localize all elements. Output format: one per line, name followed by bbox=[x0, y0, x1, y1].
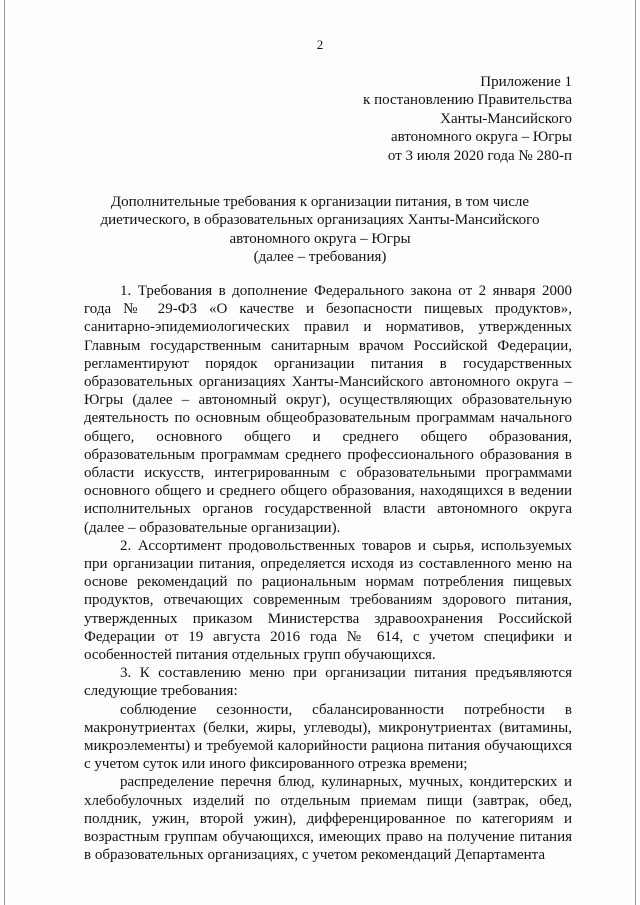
appendix-line: автономного округа – Югры bbox=[390, 129, 572, 146]
title-line: Дополнительные требования к организации питания, в том числе bbox=[110, 194, 530, 210]
paragraph-3: 3. К составлению меню при организации питания предъявляются следующие требования: bbox=[84, 665, 572, 700]
paragraph-3-item-2: распределение перечня блюд, кулинарных, мучных, кондитерских и хлебобулочных изделий по отдельным приемам пищи (завтрак, обед, полдник, ужин, второй ужин), дифференцированное по категориям и возрастным группам обучающихся, имеющих право на получение питания в образовательных организациях, с учетом рекомендаций Департамента bbox=[84, 774, 572, 864]
title-line: диетического, в образовательных организациях Ханты-Мансийского bbox=[100, 212, 540, 229]
appendix-line: к постановлению Правительства bbox=[363, 92, 572, 109]
title-line: автономного округа – Югры bbox=[229, 230, 411, 247]
document-body bbox=[84, 282, 572, 865]
paragraph-3-item-1: соблюдение сезонности, сбалансированности потребности в макронутриентах (белки, жиры, углеводы), микронутриентах (витамины, микроэлементы) и требуемой калорийности рациона питания обучающихся с учетом суток или иного фиксированного отрезка времени; bbox=[84, 701, 572, 773]
paragraph-1: 1. Требования в дополнение Федерального закона от 2 января 2000 года № 29-ФЗ «О качестве и безопасности пищевых продуктов», санитарно-эпидемиологических правил и нормативов, утвержденных Главным государственным санитарным врачом Российской Федерации, регламентируют порядок организации питания в государственных образовательных организациях Ханты-Мансийского автономного округа – Югры (далее – автономный округ), осуществляющих образовательную деятельность по основным общеобразовательным программам начального общего, основного общего и среднего общего образования, образовательным программам среднего профессионального образования в области искусств, интегрированным с образовательными программами основного общего и среднего общего образования, находящихся в ведении исполнительных органов государственной власти автономного округа (далее – образовательные организации). bbox=[84, 283, 572, 536]
scan-edge-left bbox=[4, 0, 5, 905]
appendix-line: Приложение 1 bbox=[480, 74, 572, 90]
document-title bbox=[70, 193, 570, 267]
scan-edge-right bbox=[635, 0, 636, 905]
appendix-header bbox=[363, 73, 572, 165]
appendix-line: Ханты-Мансийского bbox=[440, 110, 572, 127]
appendix-line: от 3 июля 2020 года № 280-п bbox=[387, 147, 572, 164]
page-number: 2 bbox=[316, 37, 324, 52]
title-line: (далее – требования) bbox=[253, 249, 387, 266]
paragraph-2: 2. Ассортимент продовольственных товаров и сырья, используемых при организации питания, определяется исходя из составленного меню на основе рекомендаций по рациональным нормам потребления пищевых продуктов, отвечающих современным требованиям здорового питания, утвержденных приказом Министерства здравоохранения Российской Федерации от 19 августа 2016 года № 614, с учетом специфики и особенностей питания отдельных групп обучающихся. bbox=[84, 537, 572, 664]
